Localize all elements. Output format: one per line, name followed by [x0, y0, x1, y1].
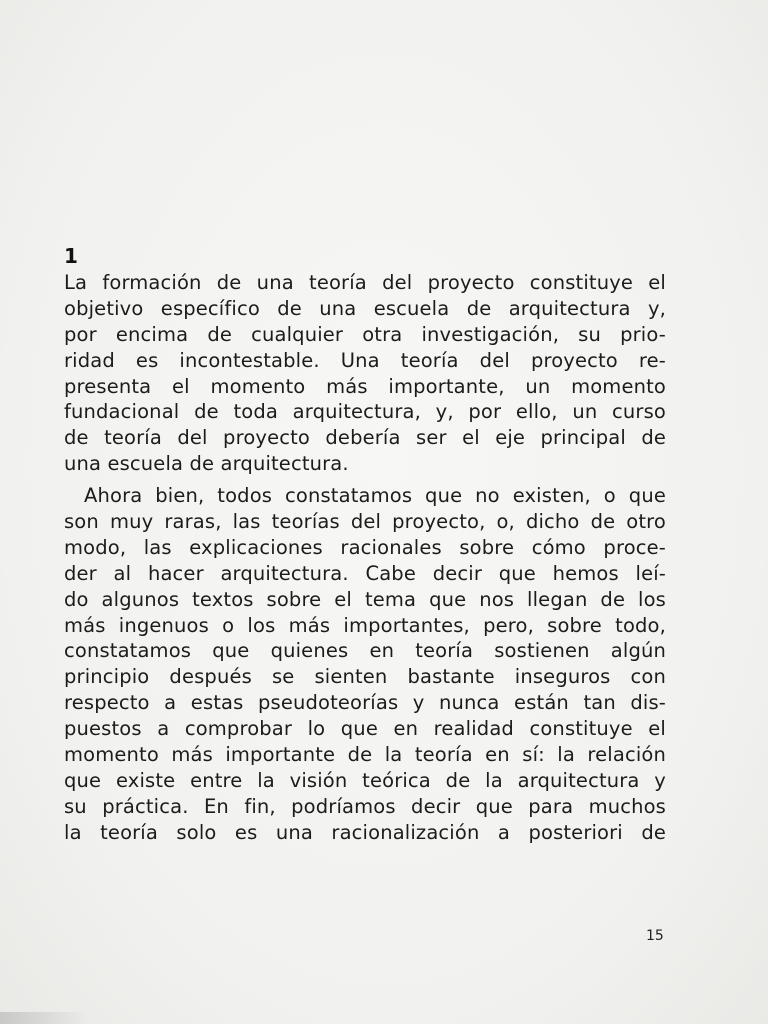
text-line: momento más importante de la teoría en sí: la relación [64, 743, 666, 767]
text-line: Ahora bien, todos constatamos que no existen, o que [84, 484, 666, 508]
text-line: objetivo específico de una escuela de arquitectura y, [64, 296, 666, 320]
text-line: presenta el momento más importante, un momento [64, 374, 666, 398]
text-line: son muy raras, las teorías del proyecto, o, dicho de otro [64, 510, 666, 534]
text-line: su práctica. En fin, podríamos decir que para muchos [64, 794, 666, 818]
text-line: que existe entre la visión teórica de la arquitectura y [64, 768, 666, 792]
paragraph-2 [64, 483, 666, 845]
text-line: ridad es incontestable. Una teoría del proyecto re- [64, 348, 666, 372]
page-number: 15 [646, 928, 664, 944]
text-line: La formación de una teoría del proyecto constituye el [64, 271, 666, 294]
text-line: más ingenuos o los más importantes, pero, sobre todo, [64, 613, 666, 637]
text-line: fundacional de toda arquitectura, y, por ello, un curso [64, 400, 666, 424]
section-number: 1 [64, 244, 78, 268]
text-line: una escuela de arquitectura. [64, 452, 349, 476]
paragraph-1 [64, 270, 666, 477]
scan-edge-shadow [0, 1012, 90, 1024]
body-text [64, 270, 666, 846]
text-line: constatamos que quienes en teoría sostienen algún [64, 639, 666, 663]
text-line: por encima de cualquier otra investigación, su prio- [64, 322, 666, 346]
text-line: puestos a comprobar lo que en realidad constituye el [64, 717, 666, 741]
text-line: principio después se sienten bastante inseguros con [64, 665, 666, 689]
text-line: la teoría solo es una racionalización a posteriori de [64, 820, 666, 844]
text-line: de teoría del proyecto debería ser el eje principal de [64, 426, 666, 450]
text-line: modo, las explicaciones racionales sobre cómo proce- [64, 535, 666, 559]
text-line: respecto a estas pseudoteorías y nunca están tan dis- [64, 691, 666, 715]
text-line: do algunos textos sobre el tema que nos llegan de los [64, 587, 666, 611]
text-line: der al hacer arquitectura. Cabe decir que hemos leí- [64, 561, 666, 585]
